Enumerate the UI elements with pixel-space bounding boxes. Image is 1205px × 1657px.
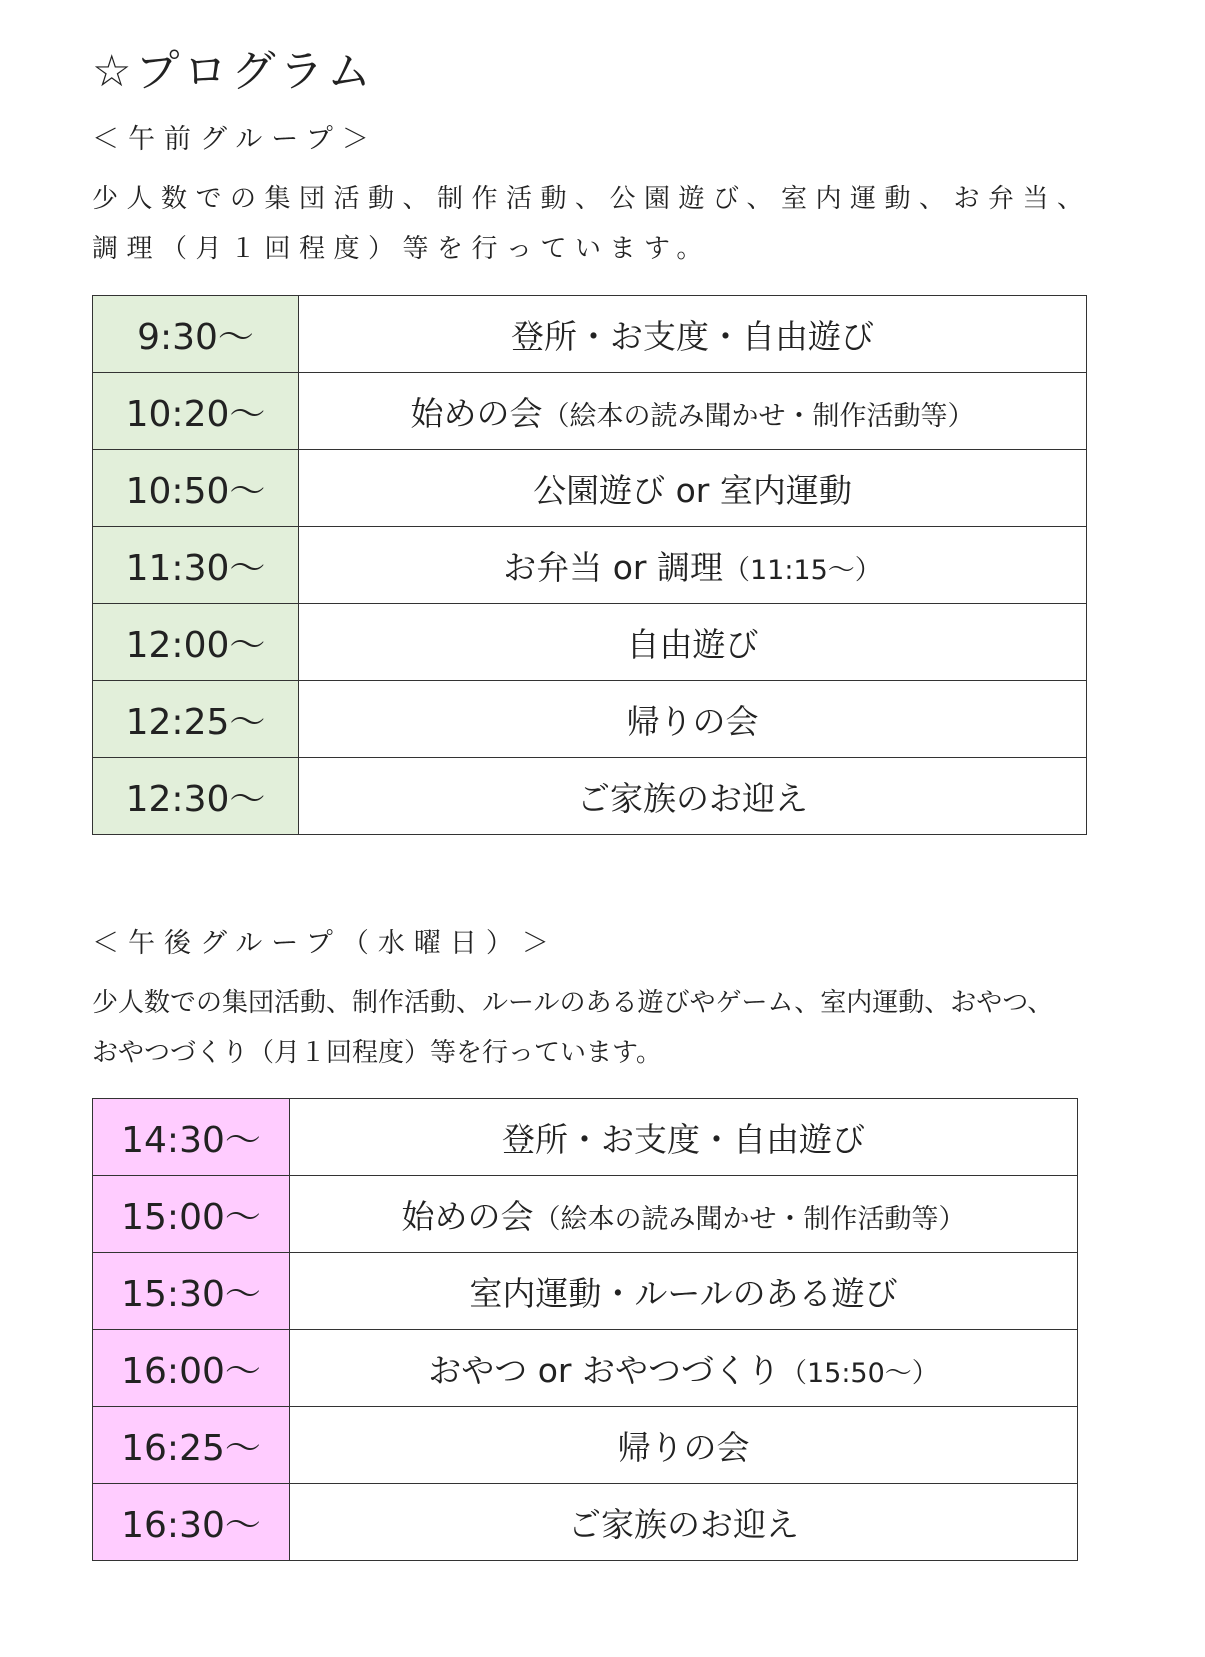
activity-text: 帰りの会: [617, 1427, 750, 1467]
activity-note: （15:50〜）: [779, 1357, 939, 1389]
time-cell: 16:30〜: [93, 1484, 290, 1561]
table-row: [93, 296, 1087, 373]
time-cell: 12:25〜: [93, 681, 299, 758]
time-cell: 12:00〜: [93, 604, 299, 681]
activity-cell: [290, 1407, 1078, 1484]
activity-text: 公園遊び or 室内運動: [533, 470, 852, 510]
activity-note: （11:15〜）: [722, 554, 882, 586]
afternoon-description-line: 少人数での集団活動、制作活動、ルールのある遊びやゲーム、室内運動、おやつ、: [92, 988, 1054, 1018]
table-row: [93, 1407, 1078, 1484]
activity-cell: [290, 1176, 1078, 1253]
morning-group-description: [92, 174, 1091, 274]
activity-text: 登所・お支度・自由遊び: [502, 1119, 865, 1159]
activity-cell: [299, 450, 1087, 527]
time-cell: 10:50〜: [93, 450, 299, 527]
table-row: [93, 681, 1087, 758]
activity-text: お弁当 or 調理: [503, 547, 723, 587]
activity-cell: [290, 1099, 1078, 1176]
table-row: [93, 1253, 1078, 1330]
table-row: [93, 1484, 1078, 1561]
time-cell: 14:30〜: [93, 1099, 290, 1176]
afternoon-description-line: おやつづくり（月１回程度）等を行っています。: [92, 1038, 662, 1068]
activity-cell: [290, 1330, 1078, 1407]
page-title: ☆プログラム: [92, 46, 376, 97]
table-row: [93, 1330, 1078, 1407]
time-cell: 12:30〜: [93, 758, 299, 835]
activity-text: 帰りの会: [626, 701, 759, 741]
time-cell: 16:00〜: [93, 1330, 290, 1407]
activity-text: 始めの会: [401, 1196, 534, 1236]
activity-note: （絵本の読み聞かせ・制作活動等）: [533, 1203, 966, 1235]
activity-text: ご家族のお迎え: [568, 1504, 799, 1544]
time-cell: 10:20〜: [93, 373, 299, 450]
time-cell: 11:30〜: [93, 527, 299, 604]
afternoon-schedule-table: [92, 1098, 1078, 1561]
time-cell: 15:00〜: [93, 1176, 290, 1253]
table-row: [93, 527, 1087, 604]
activity-cell: [290, 1484, 1078, 1561]
time-cell: 15:30〜: [93, 1253, 290, 1330]
activity-cell: [299, 373, 1087, 450]
time-cell: 16:25〜: [93, 1407, 290, 1484]
activity-text: 室内運動・ルールのある遊び: [469, 1273, 898, 1313]
table-row: [93, 373, 1087, 450]
table-row: [93, 604, 1087, 681]
activity-text: 自由遊び: [626, 624, 759, 664]
table-row: [93, 1099, 1078, 1176]
activity-cell: [299, 681, 1087, 758]
activity-note: （絵本の読み聞かせ・制作活動等）: [542, 400, 975, 432]
activity-text: おやつ or おやつづくり: [428, 1350, 780, 1390]
table-row: [93, 450, 1087, 527]
table-row: [93, 758, 1087, 835]
activity-cell: [299, 758, 1087, 835]
activity-text: ご家族のお迎え: [577, 778, 808, 818]
afternoon-group-description: [92, 978, 1053, 1078]
activity-text: 登所・お支度・自由遊び: [511, 316, 874, 356]
activity-cell: [299, 604, 1087, 681]
activity-text: 始めの会: [410, 393, 543, 433]
morning-description-line: 少人数での集団活動、制作活動、公園遊び、室内運動、お弁当、: [92, 184, 1092, 214]
morning-schedule-table: [92, 295, 1087, 835]
activity-cell: [299, 527, 1087, 604]
activity-cell: [299, 296, 1087, 373]
table-row: [93, 1176, 1078, 1253]
morning-description-line: 調理（月１回程度）等を行っています。: [92, 234, 711, 264]
time-cell: 9:30〜: [93, 296, 299, 373]
activity-cell: [290, 1253, 1078, 1330]
afternoon-group-heading: ＜午後グループ（水曜日）＞: [92, 928, 558, 959]
morning-group-heading: ＜午前グループ＞: [92, 124, 378, 155]
